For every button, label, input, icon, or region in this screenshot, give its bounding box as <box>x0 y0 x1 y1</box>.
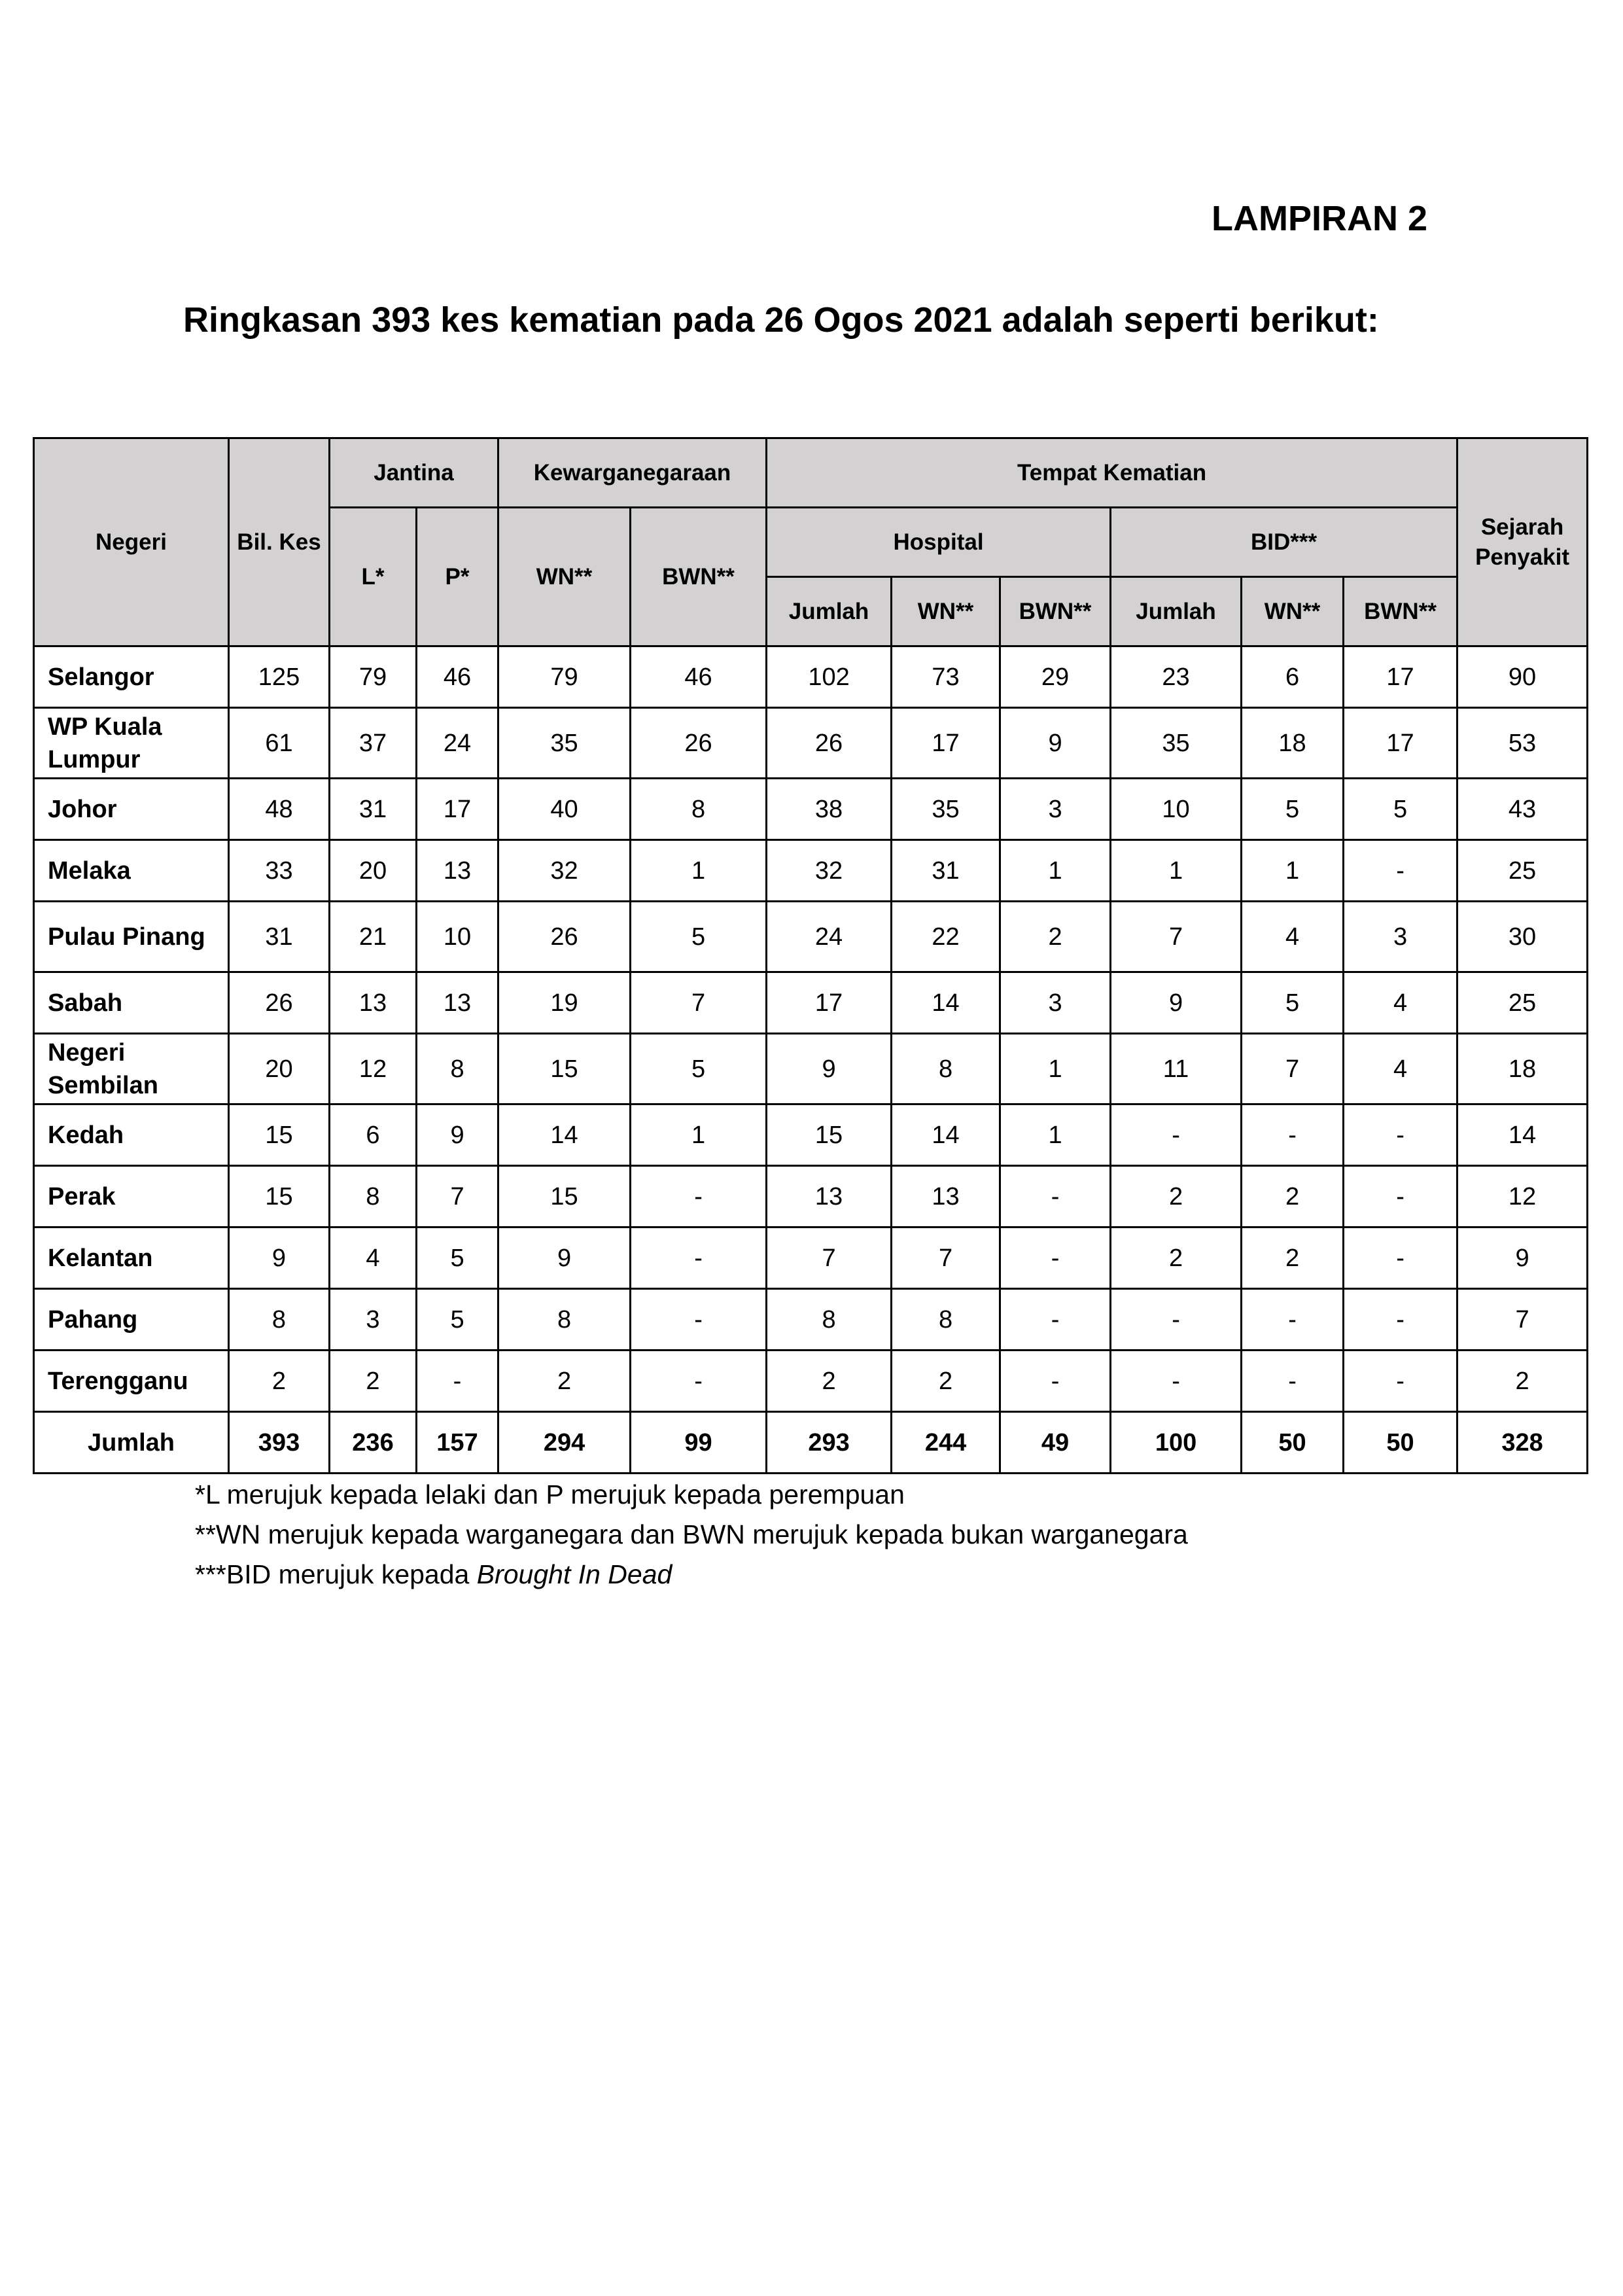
cell-l: 2 <box>330 1351 417 1412</box>
cell-bwn: 5 <box>631 1034 767 1104</box>
cell-p: - <box>417 1351 498 1412</box>
cell-bil-kes: 26 <box>229 972 330 1034</box>
cell-hospital-jumlah: 293 <box>767 1412 892 1474</box>
cell-negeri: Terengganu <box>34 1351 229 1412</box>
cell-sejarah-penyakit: 328 <box>1457 1412 1588 1474</box>
cell-bid-wn: 2 <box>1242 1227 1344 1289</box>
cell-bil-kes: 8 <box>229 1289 330 1351</box>
cell-hospital-jumlah: 38 <box>767 779 892 840</box>
cell-p: 13 <box>417 972 498 1034</box>
cell-hospital-bwn: 1 <box>1000 1034 1111 1104</box>
cell-bil-kes: 15 <box>229 1104 330 1166</box>
header-hospital: Hospital <box>767 508 1111 577</box>
header-jantina: Jantina <box>330 438 498 508</box>
cell-bil-kes: 33 <box>229 840 330 902</box>
cell-wn: 2 <box>498 1351 631 1412</box>
table-row <box>34 840 1588 902</box>
footnote-bid-prefix: ***BID merujuk kepada <box>195 1559 477 1589</box>
table-row <box>34 1104 1588 1166</box>
cell-bid-bwn: 4 <box>1344 1034 1457 1104</box>
cell-bil-kes: 125 <box>229 646 330 708</box>
cell-p: 17 <box>417 779 498 840</box>
cell-p: 24 <box>417 708 498 779</box>
footnote-bid <box>195 1555 1188 1595</box>
cell-l: 31 <box>330 779 417 840</box>
cell-sejarah-penyakit: 53 <box>1457 708 1588 779</box>
cell-bil-kes: 20 <box>229 1034 330 1104</box>
cell-sejarah-penyakit: 7 <box>1457 1289 1588 1351</box>
table-total-row <box>34 1412 1588 1474</box>
cell-p: 5 <box>417 1227 498 1289</box>
cell-wn: 32 <box>498 840 631 902</box>
cell-bwn: - <box>631 1227 767 1289</box>
cell-negeri: Negeri Sembilan <box>34 1034 229 1104</box>
cell-sejarah-penyakit: 25 <box>1457 840 1588 902</box>
cell-negeri: Pahang <box>34 1289 229 1351</box>
cell-hospital-wn: 31 <box>892 840 1000 902</box>
cell-hospital-bwn: 49 <box>1000 1412 1111 1474</box>
cell-bil-kes: 9 <box>229 1227 330 1289</box>
cell-bwn: 99 <box>631 1412 767 1474</box>
cell-wn: 26 <box>498 902 631 972</box>
cell-p: 5 <box>417 1289 498 1351</box>
cell-negeri: Perak <box>34 1166 229 1227</box>
table-row <box>34 1166 1588 1227</box>
cell-l: 79 <box>330 646 417 708</box>
cell-sejarah-penyakit: 30 <box>1457 902 1588 972</box>
cell-bid-wn: 6 <box>1242 646 1344 708</box>
cell-bid-bwn: 4 <box>1344 972 1457 1034</box>
cell-bil-kes: 61 <box>229 708 330 779</box>
cell-sejarah-penyakit: 12 <box>1457 1166 1588 1227</box>
header-bid-wn: WN** <box>1242 577 1344 646</box>
cell-hospital-jumlah: 102 <box>767 646 892 708</box>
cell-p: 13 <box>417 840 498 902</box>
cell-bid-jumlah: - <box>1111 1351 1242 1412</box>
table-row <box>34 1227 1588 1289</box>
cell-negeri: Jumlah <box>34 1412 229 1474</box>
cell-bil-kes: 31 <box>229 902 330 972</box>
appendix-label: LAMPIRAN 2 <box>1211 199 1427 238</box>
header-p: P* <box>417 508 498 646</box>
header-sejarah-penyakit: Sejarah Penyakit <box>1457 438 1588 646</box>
cell-hospital-jumlah: 15 <box>767 1104 892 1166</box>
cell-sejarah-penyakit: 90 <box>1457 646 1588 708</box>
cell-sejarah-penyakit: 9 <box>1457 1227 1588 1289</box>
cell-l: 8 <box>330 1166 417 1227</box>
cell-bid-jumlah: 11 <box>1111 1034 1242 1104</box>
cell-bwn: 26 <box>631 708 767 779</box>
cell-bwn: 1 <box>631 840 767 902</box>
cell-hospital-bwn: - <box>1000 1289 1111 1351</box>
cell-bid-wn: 18 <box>1242 708 1344 779</box>
cell-hospital-jumlah: 24 <box>767 902 892 972</box>
cell-hospital-bwn: - <box>1000 1351 1111 1412</box>
cell-negeri: Kedah <box>34 1104 229 1166</box>
cell-bwn: - <box>631 1289 767 1351</box>
cell-wn: 35 <box>498 708 631 779</box>
cell-bid-jumlah: 9 <box>1111 972 1242 1034</box>
cell-bid-wn: 2 <box>1242 1166 1344 1227</box>
cell-l: 13 <box>330 972 417 1034</box>
header-bid-jumlah: Jumlah <box>1111 577 1242 646</box>
table-row <box>34 646 1588 708</box>
header-bil-kes: Bil. Kes <box>229 438 330 646</box>
cell-bid-jumlah: - <box>1111 1104 1242 1166</box>
cell-hospital-bwn: 9 <box>1000 708 1111 779</box>
cell-bid-wn: - <box>1242 1104 1344 1166</box>
cell-l: 236 <box>330 1412 417 1474</box>
cell-wn: 15 <box>498 1166 631 1227</box>
cell-bid-bwn: 17 <box>1344 708 1457 779</box>
table-row <box>34 1289 1588 1351</box>
cell-hospital-wn: 13 <box>892 1166 1000 1227</box>
cell-bid-bwn: 17 <box>1344 646 1457 708</box>
cell-hospital-wn: 73 <box>892 646 1000 708</box>
cell-bid-jumlah: 10 <box>1111 779 1242 840</box>
cell-sejarah-penyakit: 14 <box>1457 1104 1588 1166</box>
cell-bil-kes: 2 <box>229 1351 330 1412</box>
cell-bid-wn: 1 <box>1242 840 1344 902</box>
cell-hospital-jumlah: 2 <box>767 1351 892 1412</box>
cell-hospital-jumlah: 8 <box>767 1289 892 1351</box>
cell-hospital-wn: 14 <box>892 972 1000 1034</box>
cell-hospital-wn: 8 <box>892 1034 1000 1104</box>
cell-bid-jumlah: 1 <box>1111 840 1242 902</box>
cell-negeri: WP Kuala Lumpur <box>34 708 229 779</box>
cell-wn: 294 <box>498 1412 631 1474</box>
footnote-citizenship: **WN merujuk kepada warganegara dan BWN merujuk kepada bukan warganegara <box>195 1519 1188 1549</box>
cell-negeri: Johor <box>34 779 229 840</box>
cell-p: 7 <box>417 1166 498 1227</box>
cell-bid-wn: 5 <box>1242 779 1344 840</box>
cell-hospital-bwn: 3 <box>1000 779 1111 840</box>
cell-hospital-jumlah: 32 <box>767 840 892 902</box>
header-wn: WN** <box>498 508 631 646</box>
cell-bil-kes: 15 <box>229 1166 330 1227</box>
cell-wn: 14 <box>498 1104 631 1166</box>
cell-bwn: - <box>631 1166 767 1227</box>
table-row <box>34 902 1588 972</box>
cell-bid-jumlah: 23 <box>1111 646 1242 708</box>
cell-bwn: 8 <box>631 779 767 840</box>
cell-hospital-bwn: 29 <box>1000 646 1111 708</box>
cell-bid-bwn: - <box>1344 1351 1457 1412</box>
table-body <box>34 646 1588 1474</box>
cell-bid-wn: 50 <box>1242 1412 1344 1474</box>
header-l: L* <box>330 508 417 646</box>
cell-l: 21 <box>330 902 417 972</box>
header-bid: BID*** <box>1111 508 1457 577</box>
cell-p: 46 <box>417 646 498 708</box>
cell-negeri: Melaka <box>34 840 229 902</box>
cell-bwn: 5 <box>631 902 767 972</box>
cell-bid-jumlah: 2 <box>1111 1166 1242 1227</box>
cell-negeri: Pulau Pinang <box>34 902 229 972</box>
cell-bid-wn: 5 <box>1242 972 1344 1034</box>
cell-wn: 79 <box>498 646 631 708</box>
cell-bid-jumlah: - <box>1111 1289 1242 1351</box>
cell-hospital-wn: 17 <box>892 708 1000 779</box>
cell-l: 12 <box>330 1034 417 1104</box>
cell-bid-bwn: - <box>1344 1104 1457 1166</box>
cell-hospital-wn: 2 <box>892 1351 1000 1412</box>
cell-bil-kes: 393 <box>229 1412 330 1474</box>
footnote-gender: *L merujuk kepada lelaki dan P merujuk kepada perempuan <box>195 1479 905 1510</box>
cell-bid-bwn: - <box>1344 1166 1457 1227</box>
table-row <box>34 1351 1588 1412</box>
cell-bid-wn: - <box>1242 1351 1344 1412</box>
cell-negeri: Selangor <box>34 646 229 708</box>
header-bwn: BWN** <box>631 508 767 646</box>
cell-p: 8 <box>417 1034 498 1104</box>
cell-hospital-wn: 14 <box>892 1104 1000 1166</box>
table-row <box>34 708 1588 779</box>
cell-bid-bwn: 5 <box>1344 779 1457 840</box>
header-hospital-bwn: BWN** <box>1000 577 1111 646</box>
cell-bid-bwn: - <box>1344 1289 1457 1351</box>
cell-wn: 8 <box>498 1289 631 1351</box>
cell-sejarah-penyakit: 2 <box>1457 1351 1588 1412</box>
cell-bwn: 7 <box>631 972 767 1034</box>
header-hospital-wn: WN** <box>892 577 1000 646</box>
cell-bid-wn: 4 <box>1242 902 1344 972</box>
cell-l: 37 <box>330 708 417 779</box>
cell-bwn: - <box>631 1351 767 1412</box>
cell-hospital-wn: 22 <box>892 902 1000 972</box>
cell-l: 6 <box>330 1104 417 1166</box>
intro-paragraph: Ringkasan 393 kes kematian pada 26 Ogos 2021 adalah seperti berikut: <box>183 300 1379 340</box>
cell-hospital-bwn: 1 <box>1000 840 1111 902</box>
cell-bid-bwn: - <box>1344 1227 1457 1289</box>
cell-bwn: 46 <box>631 646 767 708</box>
cell-l: 4 <box>330 1227 417 1289</box>
cell-hospital-bwn: 3 <box>1000 972 1111 1034</box>
cell-l: 3 <box>330 1289 417 1351</box>
cell-l: 20 <box>330 840 417 902</box>
cell-hospital-jumlah: 13 <box>767 1166 892 1227</box>
table-row <box>34 1034 1588 1104</box>
cell-bid-bwn: 50 <box>1344 1412 1457 1474</box>
cell-hospital-bwn: - <box>1000 1166 1111 1227</box>
cell-wn: 15 <box>498 1034 631 1104</box>
header-kewarganegaraan: Kewarganegaraan <box>498 438 767 508</box>
cell-sejarah-penyakit: 18 <box>1457 1034 1588 1104</box>
cell-wn: 40 <box>498 779 631 840</box>
cell-hospital-wn: 7 <box>892 1227 1000 1289</box>
header-tempat-kematian: Tempat Kematian <box>767 438 1457 508</box>
cell-negeri: Kelantan <box>34 1227 229 1289</box>
table-header <box>34 438 1588 646</box>
cell-negeri: Sabah <box>34 972 229 1034</box>
footnote-bid-italic: Brought In Dead <box>476 1559 672 1589</box>
cell-bid-jumlah: 7 <box>1111 902 1242 972</box>
cell-hospital-jumlah: 7 <box>767 1227 892 1289</box>
cell-hospital-bwn: 1 <box>1000 1104 1111 1166</box>
cell-hospital-bwn: - <box>1000 1227 1111 1289</box>
cell-hospital-wn: 8 <box>892 1289 1000 1351</box>
cell-sejarah-penyakit: 43 <box>1457 779 1588 840</box>
cell-hospital-bwn: 2 <box>1000 902 1111 972</box>
cell-bid-jumlah: 2 <box>1111 1227 1242 1289</box>
cell-p: 9 <box>417 1104 498 1166</box>
table-row <box>34 779 1588 840</box>
table-row <box>34 972 1588 1034</box>
cell-bid-wn: - <box>1242 1289 1344 1351</box>
cell-hospital-jumlah: 9 <box>767 1034 892 1104</box>
cell-bid-bwn: - <box>1344 840 1457 902</box>
cell-bid-jumlah: 100 <box>1111 1412 1242 1474</box>
cell-p: 10 <box>417 902 498 972</box>
cell-hospital-jumlah: 26 <box>767 708 892 779</box>
cell-wn: 9 <box>498 1227 631 1289</box>
cell-hospital-wn: 244 <box>892 1412 1000 1474</box>
cell-bwn: 1 <box>631 1104 767 1166</box>
cell-bil-kes: 48 <box>229 779 330 840</box>
cell-bid-bwn: 3 <box>1344 902 1457 972</box>
cell-hospital-wn: 35 <box>892 779 1000 840</box>
cell-wn: 19 <box>498 972 631 1034</box>
cell-hospital-jumlah: 17 <box>767 972 892 1034</box>
deaths-summary-table <box>33 437 1588 1474</box>
cell-bid-jumlah: 35 <box>1111 708 1242 779</box>
cell-p: 157 <box>417 1412 498 1474</box>
header-negeri: Negeri <box>34 438 229 646</box>
cell-bid-wn: 7 <box>1242 1034 1344 1104</box>
footnotes <box>195 1475 1188 1595</box>
cell-sejarah-penyakit: 25 <box>1457 972 1588 1034</box>
header-bid-bwn: BWN** <box>1344 577 1457 646</box>
header-hospital-jumlah: Jumlah <box>767 577 892 646</box>
